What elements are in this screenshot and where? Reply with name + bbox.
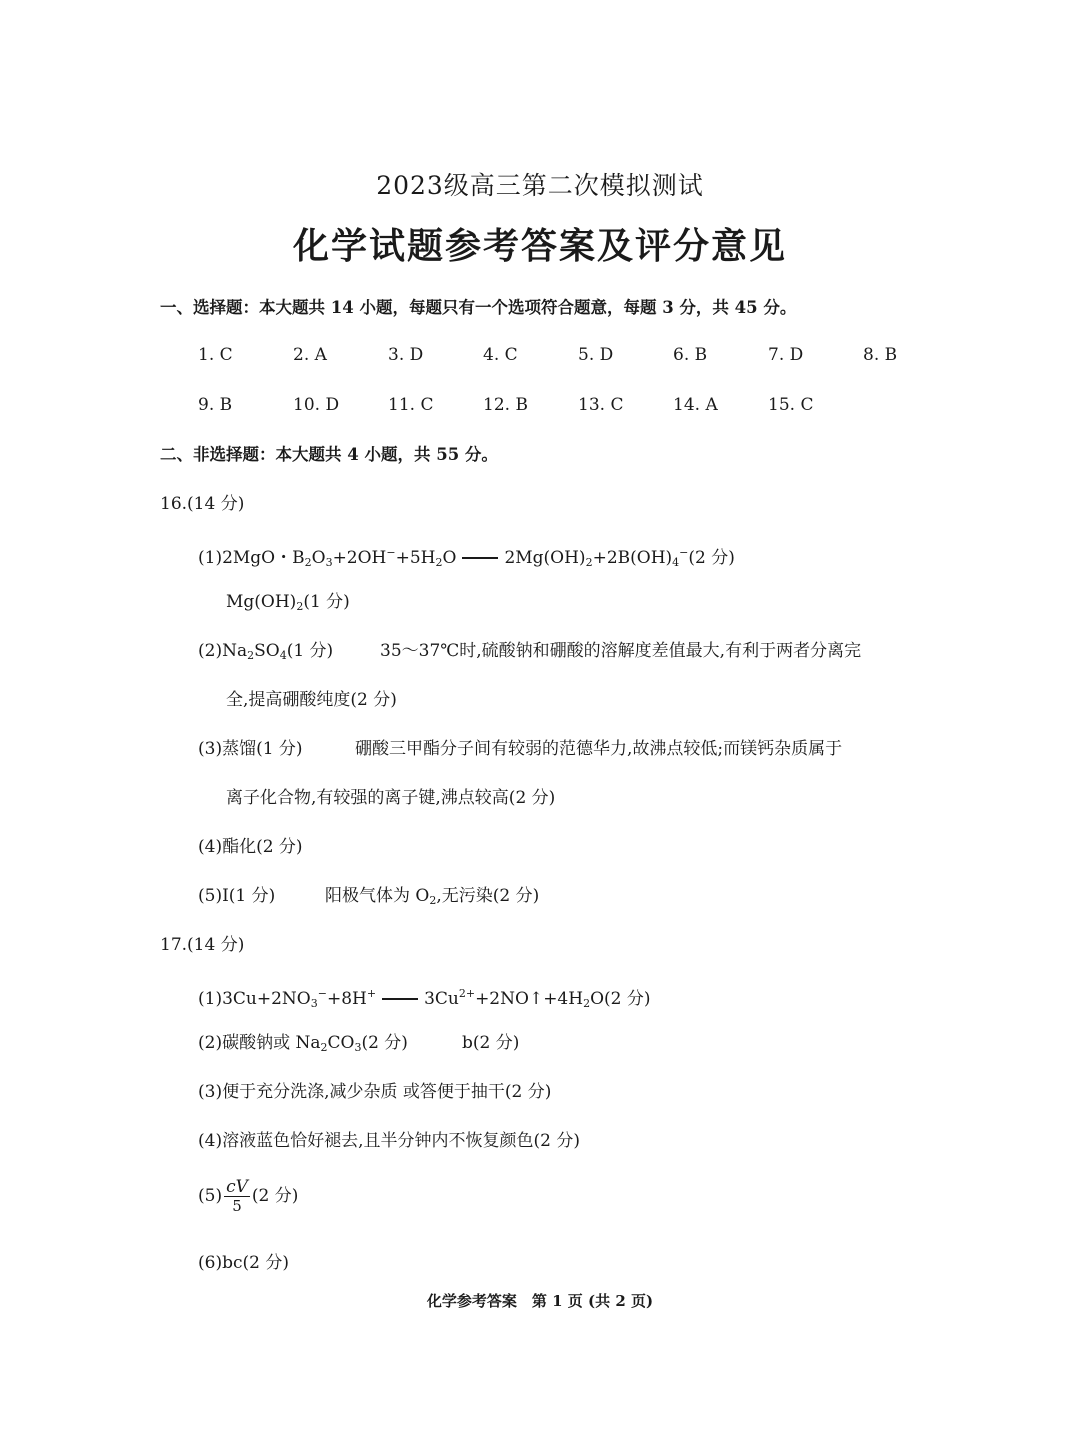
q16-part5-explanation: 阳极气体为 $O_2$,无污染(2 分) (325, 886, 540, 907)
page-title: 化学试题参考答案及评分意见 (292, 225, 787, 267)
q16-part3-explanation: 硼酸三甲酯分子间有较弱的范德华力,故沸点较低;而镁钙杂质属于 (355, 739, 843, 759)
fraction: $\frac{cV}{5}$ (226, 1177, 248, 1215)
mc-answer: 10. D (293, 395, 340, 415)
q16-title: 16.(14 分) (160, 494, 245, 514)
mc-answer: 5. D (578, 345, 614, 365)
section-2-heading: 二、非选择题：本大题共 4 小题，共 55 分。 (160, 445, 498, 464)
mc-answer: 15. C (768, 395, 814, 415)
mc-answer: 14. A (673, 395, 718, 415)
mc-answer: 6. B (673, 345, 708, 365)
q16-part2-explanation: 35～37℃时,硫酸钠和硼酸的溶解度差值最大,有利于两者分离完 (380, 641, 862, 661)
equals-sign (462, 557, 498, 559)
q17-part3: (3)便于充分洗涤,减少杂质 或答便于抽干(2 分) (198, 1082, 552, 1102)
mc-answer: 4. C (483, 345, 518, 365)
q16-part4: (4)酯化(2 分) (198, 837, 303, 857)
mc-answer: 9. B (198, 395, 233, 415)
q16-part3-line2: 离子化合物,有较强的离子键,沸点较高(2 分) (226, 788, 556, 808)
q17-part1-equation: $(1)3Cu+2NO_3^-+8H^+$ $3Cu^{2+}+2NO↑+4H_2O(2$ 分) (198, 987, 651, 1010)
q16-part1-line2: $Mg(OH)_2(1$ 分) (226, 592, 350, 613)
page-footer: 化学参考答案 第 1 页 (共 2 页) (426, 1292, 654, 1310)
mc-answer: 1. C (198, 345, 233, 365)
q17-part4: (4)溶液蓝色恰好褪去,且半分钟内不恢复颜色(2 分) (198, 1131, 580, 1151)
q17-part2-b: b(2 分) (462, 1033, 520, 1053)
gas-up-arrow-icon: ↑ (528, 989, 544, 1009)
q16-part1-equation: (1)2MgO・$B_2O_3+2OH^-+5H_2O$ $2Mg(OH)_2+2B(OH)_4^-(2$ 分) (198, 546, 735, 569)
q17-part6: (6)bc(2 分) (198, 1253, 289, 1273)
mc-answer: 8. B (863, 345, 898, 365)
mc-answer: 12. B (483, 395, 528, 415)
mc-answer: 2. A (293, 345, 327, 365)
q16-part2-line2: 全,提高硼酸纯度(2 分) (226, 690, 397, 710)
equals-sign (382, 998, 418, 1000)
section-1-heading: 一、选择题：本大题共 14 小题，每题只有一个选项符合题意，每题 3 分，共 45 分。 (160, 298, 797, 317)
q16-part3: (3)蒸馏(1 分) (198, 739, 303, 759)
mc-answer: 3. D (388, 345, 424, 365)
mc-answer: 11. C (388, 395, 434, 415)
q17-part5: (5) $\frac{cV}{5}$ (2 分) (198, 1177, 299, 1215)
exam-subtitle: 2023级高三第二次模拟测试 (376, 171, 704, 200)
mc-answer: 13. C (578, 395, 624, 415)
q17-title: 17.(14 分) (160, 935, 245, 955)
q17-part2: (2)碳酸钠或 $Na_2CO_3(2$ 分) (198, 1033, 408, 1054)
q16-part5: (5)I(1 分) (198, 886, 276, 906)
q16-part2: $(2)Na_2SO_4(1$ 分) (198, 641, 334, 662)
mc-answer: 7. D (768, 345, 804, 365)
